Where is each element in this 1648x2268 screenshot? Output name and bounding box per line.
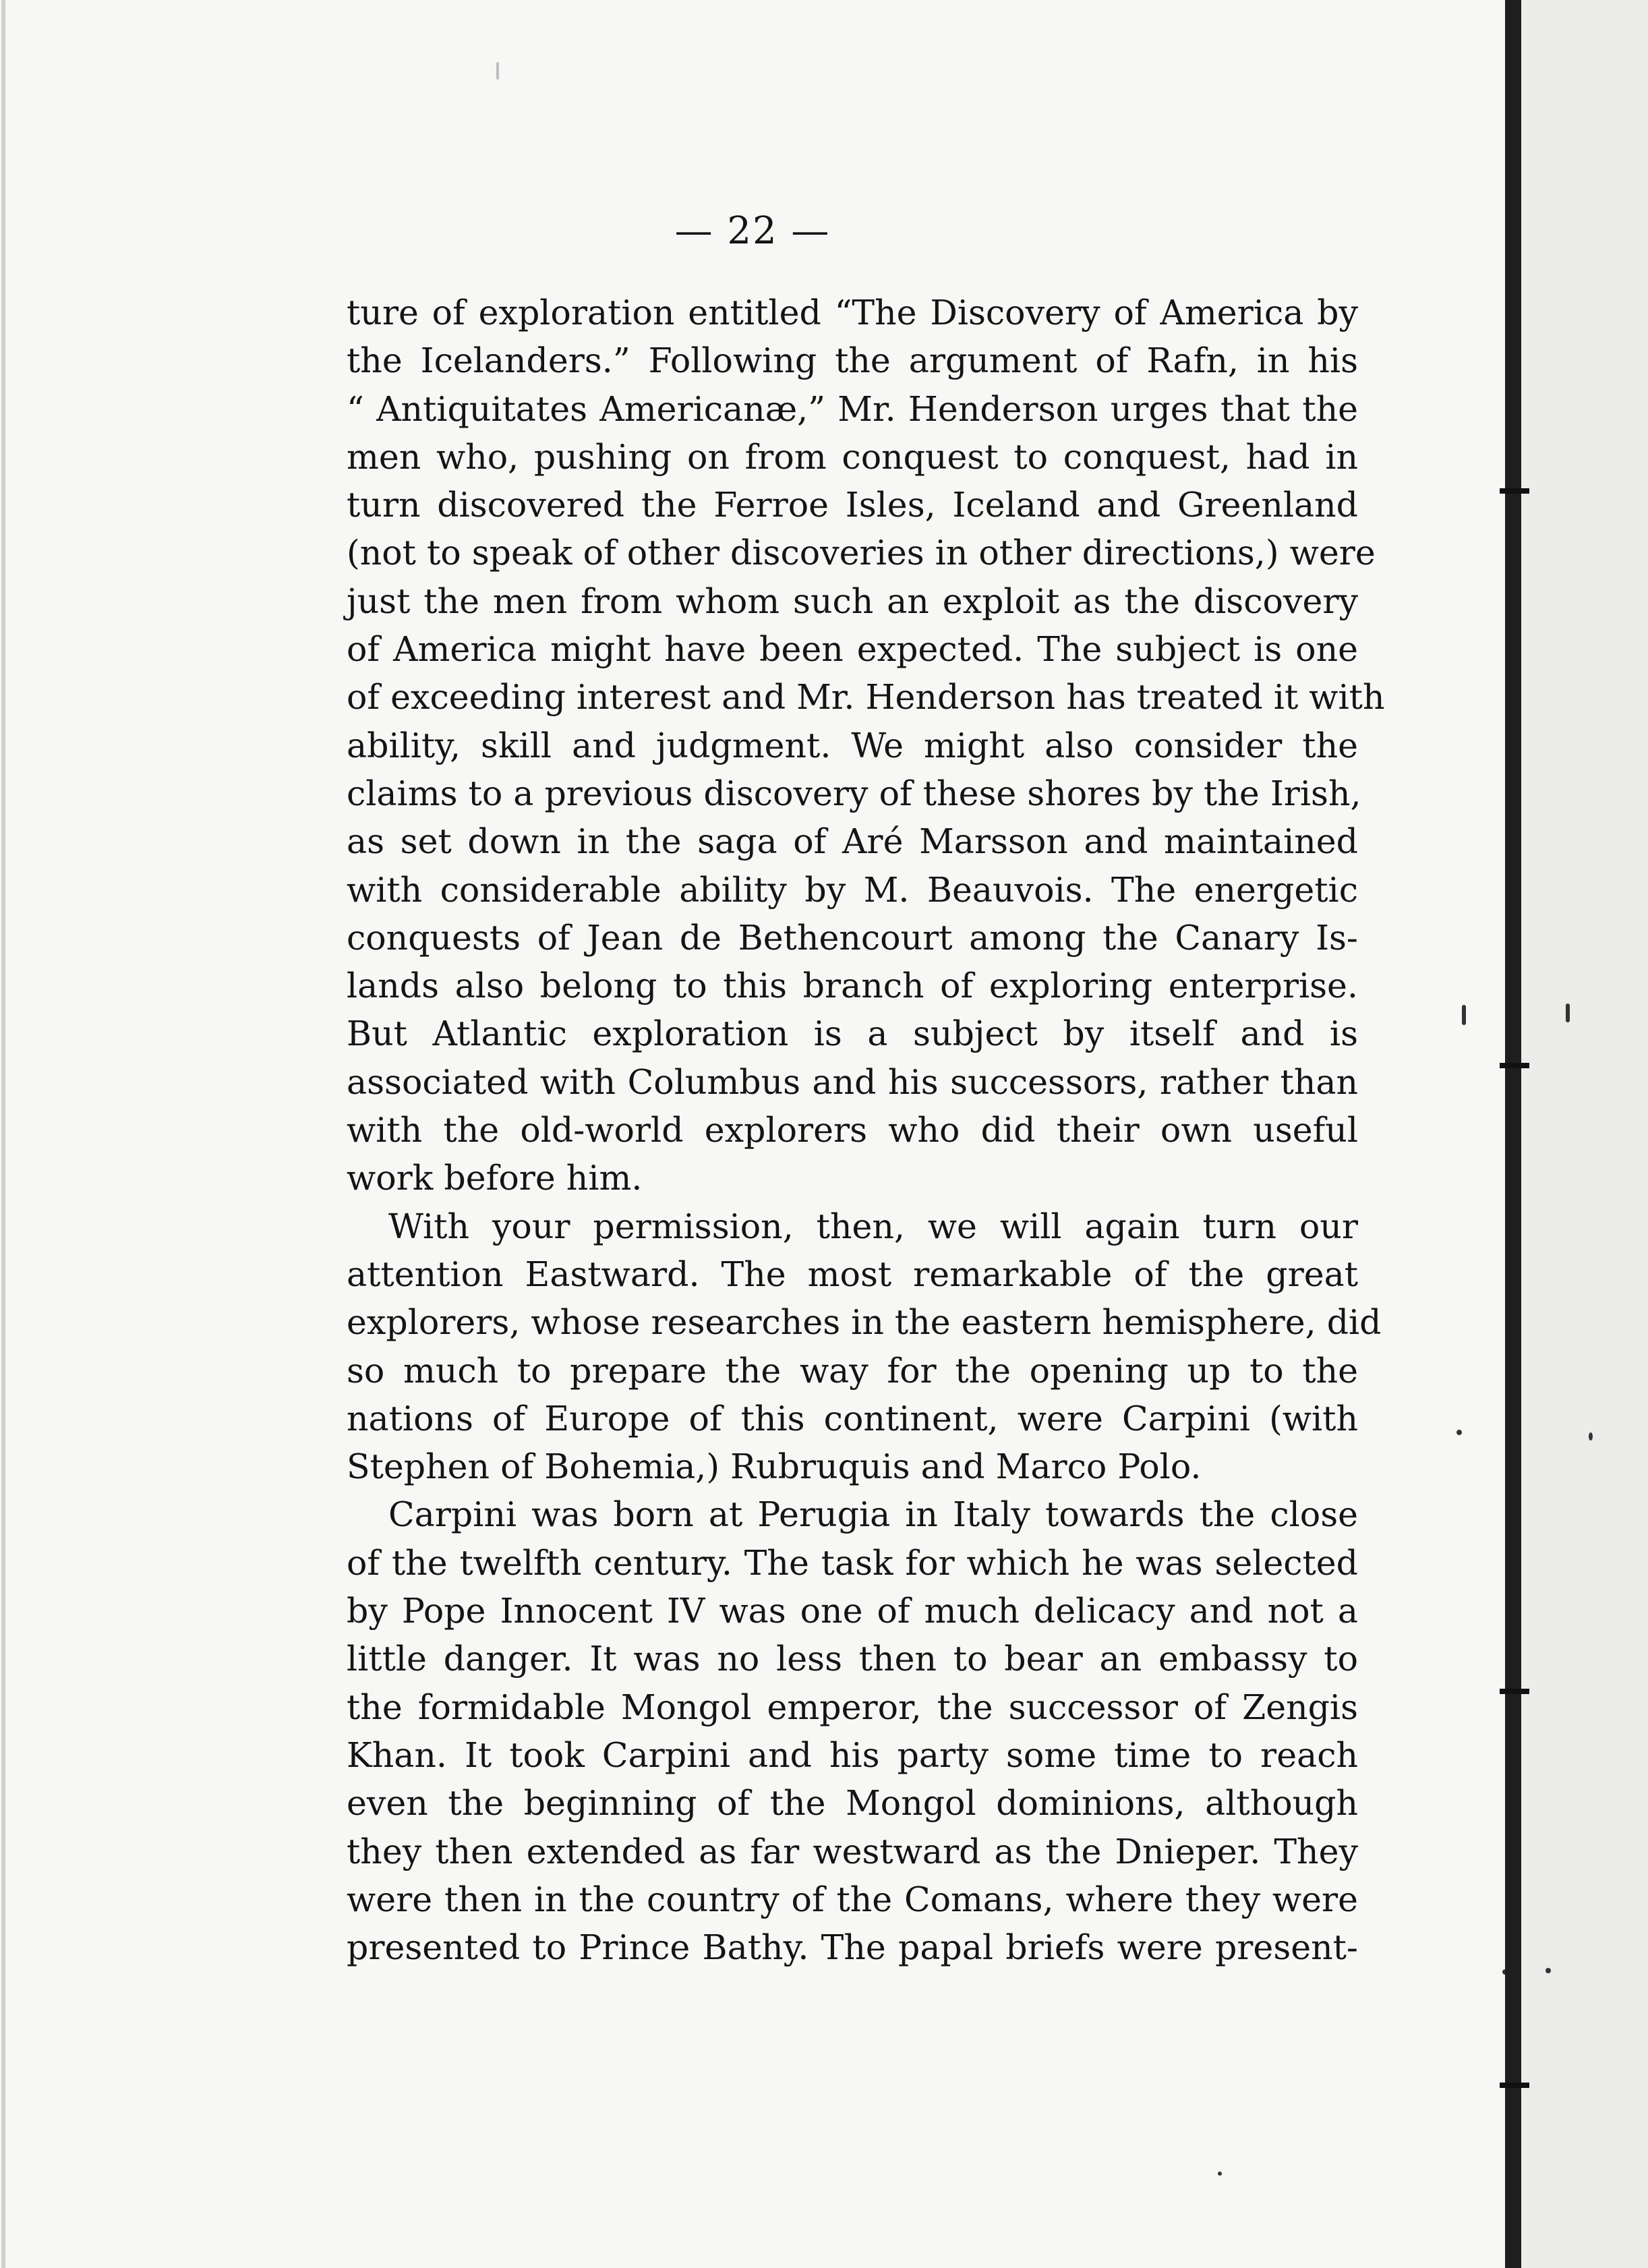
scan-speck <box>1218 2172 1222 2176</box>
body-text <box>347 289 1385 1971</box>
scan-speck <box>1566 1004 1570 1022</box>
paragraph <box>347 1202 1382 1491</box>
text-line: Stephen of Bohemia,) Rubruquis and Marco Polo. <box>347 1447 1202 1487</box>
text-line: With your permission, then, we will again turn our <box>388 1206 1358 1246</box>
text-line: nations of Europe of this continent, were Carpini (with <box>347 1398 1358 1438</box>
scan-speck <box>496 62 499 80</box>
text-line: little danger. It was no less then to bear an embassy to <box>347 1639 1358 1679</box>
scan-speck <box>1462 1005 1466 1025</box>
text-line: ability, skill and judgment. We might also consider the <box>347 725 1358 765</box>
text-line: of America might have been expected. The subject is one <box>347 629 1358 670</box>
text-line: turn discovered the Ferroe Isles, Iceland and Greenland <box>347 485 1358 525</box>
text-line: with considerable ability by M. Beauvois. The energetic <box>347 869 1358 910</box>
text-line: the formidable Mongol emperor, the successor of Zengis <box>347 1687 1358 1727</box>
text-line: presented to Prince Bathy. The papal briefs were present- <box>347 1927 1358 1968</box>
paragraph <box>347 289 1385 1202</box>
scan-speck <box>1589 1432 1593 1441</box>
text-line: lands also belong to this branch of exploring enterprise. <box>347 966 1358 1006</box>
text-line: claims to a previous discovery of these shores by the Irish, <box>347 773 1361 813</box>
book-gutter <box>1505 0 1521 2268</box>
text-line: so much to prepare the way for the opening up to the <box>347 1350 1358 1391</box>
page-number: — 22 — <box>674 209 831 253</box>
text-line: were then in the country of the Comans, where they were <box>347 1879 1358 1919</box>
text-line: of exceeding interest and Mr. Henderson has treated it with <box>347 677 1385 718</box>
text-line: ture of exploration entitled “The Discovery of America by <box>347 293 1358 332</box>
text-line: just the men from whom such an exploit as the discovery <box>347 581 1358 621</box>
binding-thread-mark <box>1500 488 1529 494</box>
binding-thread-mark <box>1500 2083 1529 2088</box>
text-line: (not to speak of other discoveries in other directions,) were <box>347 533 1376 573</box>
text-line: as set down in the saga of Aré Marsson and maintained <box>347 821 1358 862</box>
text-line: by Pope Innocent IV was one of much delicacy and not a <box>347 1591 1358 1631</box>
binding-thread-mark <box>1500 1689 1529 1694</box>
text-line: even the beginning of the Mongol dominions, although <box>347 1783 1358 1824</box>
text-line: explorers, whose researches in the eastern hemisphere, did <box>347 1302 1382 1343</box>
text-line: men who, pushing on from conquest to conquest, had in <box>347 436 1358 477</box>
text-line: associated with Columbus and his successors, rather than <box>347 1062 1358 1102</box>
text-line: work before him. <box>347 1158 643 1198</box>
paragraph <box>347 1490 1358 1971</box>
text-line: with the old-world explorers who did their own useful <box>347 1110 1358 1151</box>
text-line: they then extended as far westward as the Dnieper. They <box>347 1831 1358 1871</box>
text-line: conquests of Jean de Bethencourt among the Canary Is- <box>347 917 1358 958</box>
binding-thread-mark <box>1500 1063 1529 1068</box>
text-line: the Icelanders.” Following the argument of Rafn, in his <box>347 341 1358 381</box>
text-line: of the twelfth century. The task for which he was selected <box>347 1542 1358 1583</box>
left-page-edge <box>1 0 5 2268</box>
text-line: Carpini was born at Perugia in Italy towards the close <box>388 1494 1358 1535</box>
text-line: “ Antiquitates Americanæ,” Mr. Henderson urges that the <box>347 388 1358 429</box>
text-line: attention Eastward. The most remarkable of the great <box>347 1254 1358 1294</box>
text-line: But Atlantic exploration is a subject by itself and is <box>347 1014 1358 1054</box>
text-line: Khan. It took Carpini and his party some time to reach <box>347 1735 1358 1775</box>
scan-speck <box>1456 1430 1462 1435</box>
facing-page-edge <box>1521 0 1648 2268</box>
scan-speck <box>1546 1968 1551 1973</box>
